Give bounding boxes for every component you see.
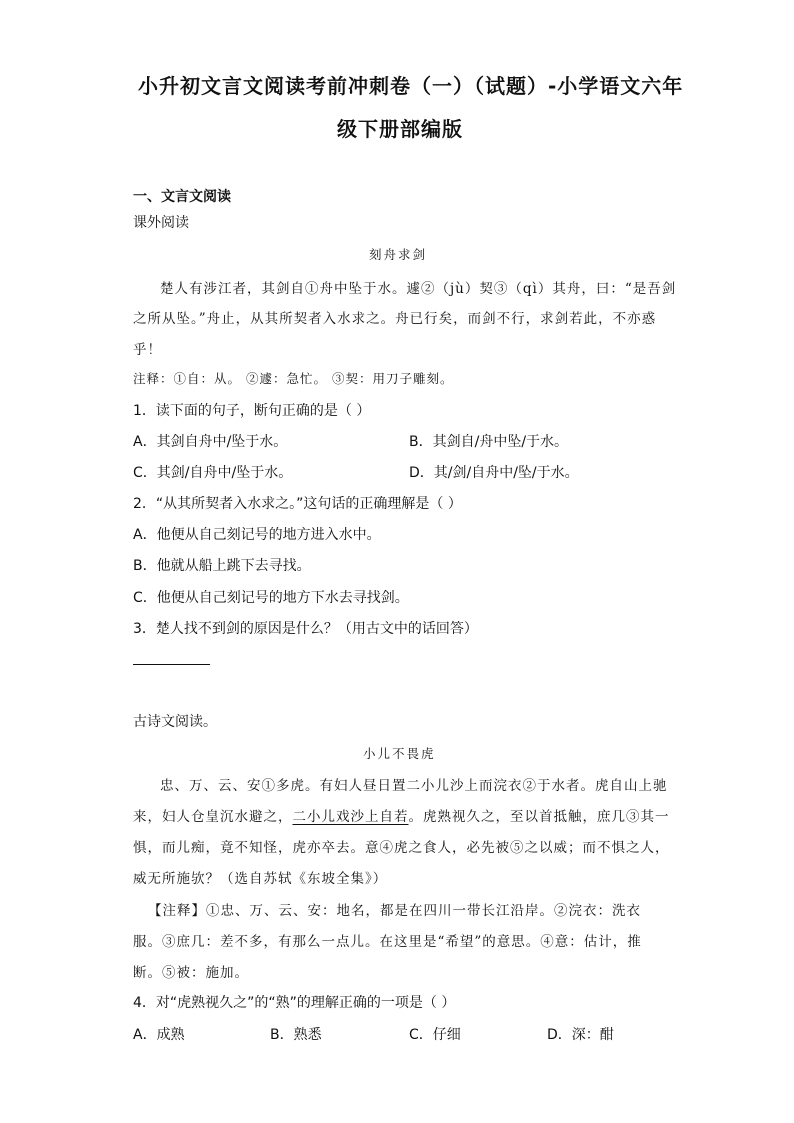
section-heading: 一、文言文阅读 (133, 189, 231, 205)
passage-note: 【注释】①忠、万、云、安：地名，都是在四川一带长江沿岸。②浣衣：洗衣 (148, 903, 641, 919)
passage-title: 小儿不畏虎 (363, 746, 436, 761)
question-stem: 2．“从其所契者入水求之。”这句话的正确理解是（ ） (133, 496, 462, 512)
option-b[interactable]: B．他就从船上跳下去寻找。 (133, 558, 311, 574)
passage-title: 刻舟求剑 (369, 247, 428, 262)
passage-note: 服。③庶几：差不多，有那么一点儿。在这里是“希望”的意思。④意：估计，推 (133, 934, 642, 950)
passage-line: 楚人有涉江者，其剑自①舟中坠于水。遽②（jù）契③（qì）其舟，曰：“是吾剑 (160, 281, 677, 297)
option-b[interactable]: B．熟悉 (270, 1027, 322, 1043)
passage-line: 忠、万、云、安①多虎。有妇人昼日置二小儿沙上而浣衣②于水者。虎自山上驰 (160, 778, 668, 794)
passage-line: 惧，而儿痴，竟不知怪，虎亦卒去。意④虎之食人，必先被⑤之以威；而不惧之人， (133, 840, 670, 856)
passage-text: 。虎熟视久之，至以首抵触，庶几③其一 (408, 809, 670, 825)
option-c[interactable]: C．其剑/自舟中/坠于水。 (133, 465, 293, 481)
passage-note: 断。⑤被：施加。 (133, 965, 249, 981)
passage-text: 来，妇人仓皇沉水避之， (133, 809, 293, 825)
doc-title-line1: 小升初文言文阅读考前冲刺卷（一）（试题）-小学语文六年 (138, 74, 684, 98)
option-d[interactable]: D．其/剑/自舟中/坠/于水。 (409, 465, 579, 481)
question-stem: 3．楚人找不到剑的原因是什么？（用古文中的话回答） (133, 621, 478, 637)
option-a[interactable]: A．他便从自己刻记号的地方进入水中。 (133, 527, 381, 543)
option-d[interactable]: D．深：酣 (547, 1027, 614, 1043)
passage-line: 之所从坠。”舟止，从其所契者入水求之。舟已行矣，而剑不行，求剑若此，不亦惑 (133, 311, 657, 327)
passage-line (133, 805, 670, 825)
question-stem: 4．对“虎熟视久之”的“熟”的理解正确的一项是（ ） (133, 995, 456, 1011)
question-stem: 1．读下面的句子，断句正确的是（ ） (133, 403, 371, 419)
doc-title-line2: 级下册部编版 (337, 117, 463, 141)
passage-line: 乎！ (133, 342, 162, 358)
section-subheading: 课外阅读 (133, 215, 189, 231)
option-a[interactable]: A．其剑自舟中/坠于水。 (133, 434, 288, 450)
underlined-phrase: 二小儿戏沙上自若 (292, 809, 409, 825)
option-a[interactable]: A．成熟 (133, 1027, 185, 1043)
section-subheading: 古诗文阅读。 (133, 714, 217, 730)
passage-note: 注释：①自：从。 ②遽：急忙。 ③契：用刀子雕刻。 (133, 371, 454, 386)
option-b[interactable]: B．其剑自/舟中坠/于水。 (409, 434, 569, 450)
passage-line: 威无所施欤？（选自苏轼《东坡全集》） (133, 871, 388, 887)
answer-blank-line[interactable] (133, 664, 210, 665)
option-c[interactable]: C．他便从自己刻记号的地方下水去寻找剑。 (133, 590, 409, 606)
option-c[interactable]: C．仔细 (409, 1027, 461, 1043)
